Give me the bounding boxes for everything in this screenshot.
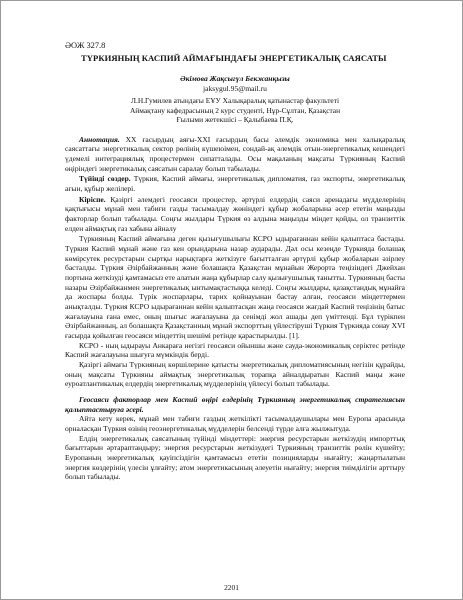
body-paragraph: Елдің энергетикалық саясатының түйінді міндеттері: энергия ресурстарын жеткізудің импорттық бағыттарын әртараптандыру; энергия ресурстарын жеткізудегі Түркияның транзиттік рөлін күшейту; Еуропаның энергетикалық қауіпсіздігін қамтамасыз ететін позицияларды нығайту; жаңартылатын энергия көздерінің үлесін ұлғайту; атом энергетикасының әлеуетін нығайту; энергия тиімділігін арттыру болып табылады. [65,433,405,482]
affiliation-line: Ғылыми жетекшісі – Қалыбаева П.Қ. [176,115,294,125]
author-name: Әкімова Жақсыгүл Бекжанқызы [180,74,290,83]
abstract-paragraph [65,135,405,174]
abstract-text: ХХ ғасырдың аяғы-ХХІ ғасырдың басы әлемдік экономика мен халықаралық саясаттағы энергетикалық сектор рөлінің күшеюімен, сондай-ақ әлемдік отын-энергетикалық кешендегі үдемелі интеграциялық процестермен сипатталады. Осы мақаланың мақсаты Түркияның Каспий өңіріндегі энергетикалық саясатын саралау болып табылады. [65,134,405,173]
page-number: 2201 [224,583,239,592]
body-paragraph: Айта кету керек, мұнай мен табиғи газдың жеткілікті тасымалдаушылары мен Еуропа арасында орналасқан Түркия өзінің геоэнергетикалық мүдделерін белсенді түрде алға жылжытуда. [65,414,405,434]
affiliation-block [65,96,405,125]
keywords-text: Түркия, Каспий аймағы, энергетикалық дипломатия, газ экспорты, энергетикалық ағын, құбыр желілері. [65,174,405,194]
keywords-paragraph [65,174,405,193]
body-paragraph: Қазіргі аймағы Түркияның көршілерине қатысты энергетикалық дипломатиясының негізін құрайды, оның мақсаты Түркияны аймақтық энергетикалық торапқа айналдыратын Каспий маңы және еуроатлантикалық елдердің энергетикалық мүдделерінің үйлесуі болып табылады. [65,359,405,389]
introduction-paragraph [65,195,405,234]
paper-title: ТҮРКИЯНЫҢ КАСПИЙ АЙМАҒЫНДАҒЫ ЭНЕРГЕТИКАЛЫҚ САЯСАТЫ [81,53,387,63]
section-heading: Геосаяси факторлар мен Каспий өңірі елдерінің Түркияның энергетикалық стратегиясын қалыптастыруға әсері. [65,394,405,414]
affiliation-line: Л.Н.Гумилев атындағы ЕҰУ Халықаралық қатынастар факультеті [131,96,339,105]
introduction-text: Қазіргі әлемдегі геосаяси процестер, әртүрлі елдердің саяси аренадағы мүдделерінің қақтығысы мұнай мен табиғи газды тасымалдау жөніндегі құбыр жобаларына әсер ететін маңызды факторлар болып табылады. Соңғы жылдары Түркия өз алдына маңызды міндет қойды, ол транзиттік елден аймақтық газ хабына айналу [65,194,405,233]
keywords-label: Түйінді сөздер. [79,174,131,184]
author-email: jaksygul.95@mail.ru [203,84,267,93]
introduction-label: Кіріспе. [79,194,106,204]
body-paragraph: Түркияның Каспий аймағына деген қызығушылығы КСРО ыдырағаннан кейін қалыптаса бастады. Түркия Каспий мұнай және газ кен орындарына назар аударады. Дәл осы кезеңде Түркияда болашақ көмірсутек ресурстарын сыртқы нарықтарға жеткізуге бағытталған әртүрлі құбыр жобаларын әзірлеу басталды. Түркия Әзірбайжанның және болашақта Қазақстан мұнайын Жерорта теңізіндегі Джейхан портына жеткізуді қамтамасыз ете алатын жаңа құбырлар салу қызығушылық танытты. Түркияның басты назары Әзірбайжанмен энергетикалық ынтымақтастыққа келеді. Соңғы жылдары, қазақстандық мұнайға да жоспары болды. Түрік жоспарлары, тарих қойнауынан бастау алған, геосаяси міндеттермен анықталды. Түркия КСРО ыдырағаннан кейін қалыптасқан жаңа геосаяси жағдай Каспий теңізінің батыс жағалауына ғана емес, оның шығыс жағалауына да сенімді жол ашады деп үміттенді. Бұл түрікпен Әзірбайжанның, ал болашақта Қазақстанның мұнай экспорттың үйлестіруші Түркия Түркияда сонау XVI ғасырда қойылған геосаяси міндеттің шешімі ретінде қарастырылды. [1]. [65,234,405,340]
affiliation-line: Аймақтану кафедрасының 2 курс студенті, Нұр-Сұлтан, Қазақстан [129,105,341,115]
udc-code: ӘОЖ 327.8 [65,41,106,50]
body-paragraph: КСРО - ның ыдырауы Анкараға негізгі геосаяси ойыншы және сауда-экономикалық серіктес ретінде Каспий жағалауына шығуға мүмкіндік берді. [65,340,405,360]
abstract-label: Аннотация. [79,134,120,144]
